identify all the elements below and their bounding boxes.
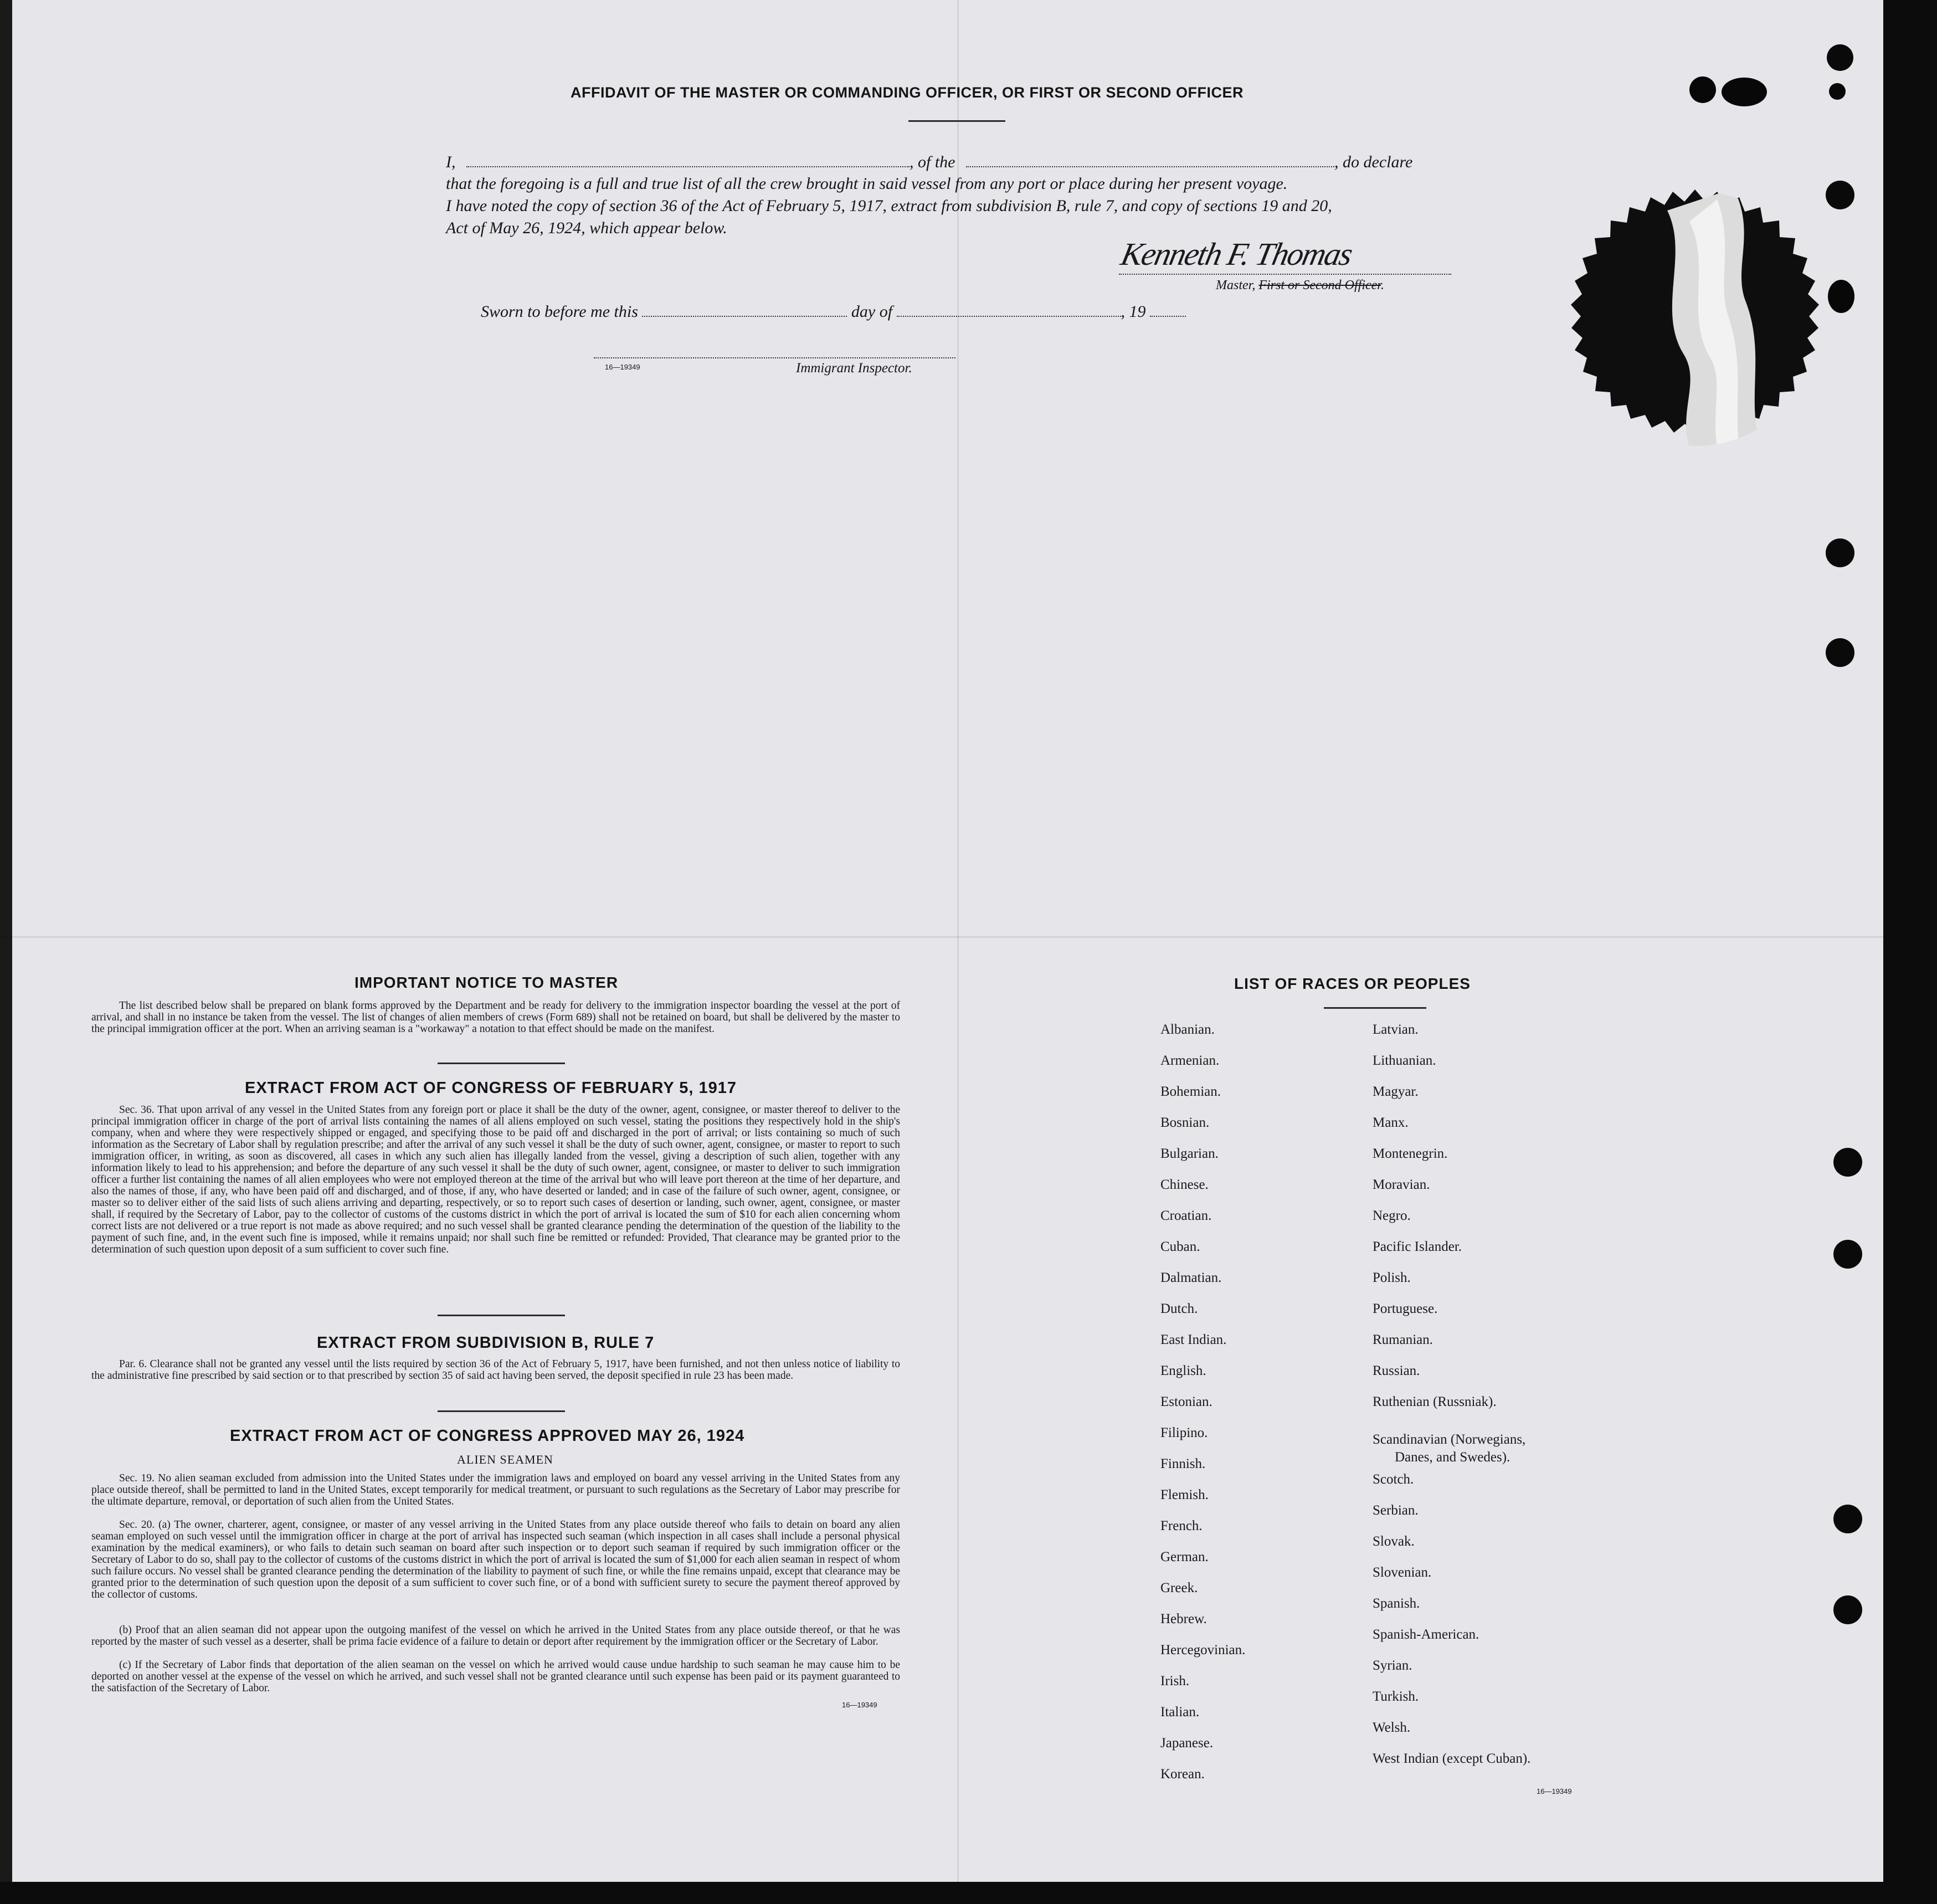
affidavit-of-the: , of the xyxy=(910,153,955,171)
race-item: Korean. xyxy=(1160,1767,1205,1782)
races-form-number: 16—19349 xyxy=(1537,1787,1572,1795)
race-item: Albanian. xyxy=(1160,1022,1215,1037)
sworn-month-blank xyxy=(897,306,1121,317)
race-item: Serbian. xyxy=(1373,1503,1419,1518)
extract-1917-rule xyxy=(438,1315,565,1316)
alien-seamen-subheading: ALIEN SEAMEN xyxy=(457,1453,553,1466)
race-item: Croatian. xyxy=(1160,1208,1212,1223)
race-item: Danes, and Swedes). xyxy=(1395,1450,1510,1465)
race-item: Armenian. xyxy=(1160,1053,1220,1068)
extract-1917-heading: EXTRACT FROM ACT OF CONGRESS OF FEBRUARY 5, 1917 xyxy=(245,1079,737,1097)
extract-1924-heading: EXTRACT FROM ACT OF CONGRESS APPROVED MAY 26, 1924 xyxy=(230,1427,745,1445)
sworn-prefix: Sworn to before me this xyxy=(481,302,638,321)
race-item: Scotch. xyxy=(1373,1472,1414,1487)
punch-hole xyxy=(1833,1505,1862,1533)
punch-hole xyxy=(1826,181,1854,209)
notice-text: The list described below shall be prepared on blank forms approved by the Department and be ready for delivery to the immigration inspector boarding the vessel at the port of arrival, and shall in no instance be taken from the vessel. The list of changes of alien members of crews (Form 689) shall not be retained on board, but shall be delivered by the master to the principal immigration officer at the port. When an arriving seaman is a "workaway" a notation to that effect should be made on the manifest. xyxy=(91,1000,900,1035)
race-item: French. xyxy=(1160,1518,1203,1533)
affidavit-declare: , do declare xyxy=(1334,153,1413,171)
race-item: Rumanian. xyxy=(1373,1332,1434,1347)
extract-form-number: 16—19349 xyxy=(842,1701,877,1709)
race-item: Flemish. xyxy=(1160,1487,1209,1502)
ink-blot xyxy=(1689,76,1716,103)
race-item: Spanish. xyxy=(1373,1596,1420,1611)
master-title xyxy=(1216,278,1384,293)
vessel-blank xyxy=(966,156,1334,167)
race-item: Spanish-American. xyxy=(1373,1627,1479,1642)
punch-hole xyxy=(1826,538,1854,567)
race-item: Hercegovinian. xyxy=(1160,1643,1246,1657)
scan-border-right xyxy=(1883,0,1937,1904)
fold-crease-horizontal xyxy=(0,936,1937,938)
race-item: Greek. xyxy=(1160,1580,1198,1595)
race-item: Scandinavian (Norwegians, xyxy=(1373,1432,1526,1447)
race-item: Bosnian. xyxy=(1160,1115,1210,1130)
affidavit-heading-rule xyxy=(908,120,1005,122)
race-item: Slovak. xyxy=(1373,1534,1415,1549)
race-item: Polish. xyxy=(1373,1270,1411,1285)
race-item: Moravian. xyxy=(1373,1177,1430,1192)
sec20a-text: Sec. 20. (a) The owner, charterer, agent, consignee, or master of any vessel arriving in the United States from any place outside thereof who fails to detain on board any alien seaman employed on such vessel until the immigration officer in charge at the port of arrival has inspected such seaman (which inspection in all cases shall include a personal physical examination by the medical examiners), or who fails to detain such seaman on board after such inspection or to deport such seaman if required by such immigration officer or the Secretary of Labor to do so, shall pay to the collector of customs of the customs district in which the port of arrival is located the sum of $1,000 for each alien seaman in respect of whom such failure occurs. No vessel shall be granted clearance pending the determination of the liability to payment of such fine, or while the fine remains unpaid, except that clearance may be granted prior to the determination of such question upon the deposit of a sum sufficient to cover such fine, or of a bond with sufficient surety to secure the payment thereof approved by the collector of customs. xyxy=(91,1519,900,1600)
affidavit-line-4: Act of May 26, 1924, which appear below. xyxy=(446,219,727,237)
sworn-day-label: day of xyxy=(851,302,893,321)
race-item: Estonian. xyxy=(1160,1394,1212,1409)
race-item: Hebrew. xyxy=(1160,1612,1207,1626)
race-item: Finnish. xyxy=(1160,1456,1206,1471)
extract-1917-text: Sec. 36. That upon arrival of any vessel in the United States from any foreign port or place it shall be the duty of the owner, agent, consignee, or master thereof to deliver to the principal immigration officer in charge of the port of arrival lists containing the names of all aliens employed on such vessel, stating the positions they respectively hold in the ship's company, when and where they were respectively shipped or engaged, and specifying those to be paid off and discharged in the port of arrival; or lists containing so much of such information as the Secretary of Labor shall by regulation prescribe; and after the arrival of any such vessel it shall be the duty of such owner, agent, consignee, or master to report to such immigration officer, in writing, as soon as discovered, all cases in which any such alien has illegally landed from the vessel, giving a description of such alien, together with any information likely to lead to his apprehension; and before the departure of any such vessel it shall be the duty of such owner, agent, consignee, or master to deliver to such immigration officer a further list containing the names of all alien employees who were not employed thereon at the time of the arrival but who will leave port thereon at the time of her departure, and also the names of those, if any, who have been paid off and discharged, and of those, if any, who have deserted or landed; and in case of the failure of such owner, agent, consignee, or master so to deliver either of the said lists of such aliens arriving and departing, respectively, or so to report such cases of desertion or landing, such owner, agent, consignee, or master shall, if required by the Secretary of Labor, pay to the collector of customs of the customs district in which the port of arrival is located the sum of $10 for each alien concerning whom correct lists are not delivered or a true report is not made as above required; and no such vessel shall be granted clearance pending the determination of the question of the liability to the payment of such fine, and, in the event such fine is imposed, while it remains unpaid; nor shall such fine be remitted or refunded: Provided, That clearance may be granted prior to the determination of such question upon deposit of a sum sufficient to cover such fine. xyxy=(91,1104,900,1255)
affidavit-heading: AFFIDAVIT OF THE MASTER OR COMMANDING OFFICER, OR FIRST OR SECOND OFFICER xyxy=(571,84,1244,101)
race-item: Montenegrin. xyxy=(1373,1146,1448,1161)
notice-rule xyxy=(438,1063,565,1064)
race-item: Cuban. xyxy=(1160,1239,1200,1254)
master-signature: Kenneth F. Thomas xyxy=(1118,236,1355,272)
race-item: Dutch. xyxy=(1160,1301,1198,1316)
race-item: Pacific Islander. xyxy=(1373,1239,1462,1254)
name-blank xyxy=(466,156,910,167)
ink-blot xyxy=(1829,83,1846,100)
struck-officer-label: First or Second Officer xyxy=(1258,278,1381,292)
race-item: Chinese. xyxy=(1160,1177,1209,1192)
scan-border-bottom xyxy=(0,1882,1937,1904)
extract-rule7-heading: EXTRACT FROM SUBDIVISION B, RULE 7 xyxy=(317,1334,655,1352)
master-label: Master, xyxy=(1216,278,1256,292)
affidavit-line-2: that the foregoing is a full and true list of all the crew brought in said vessel from any port or place during her present voyage. xyxy=(446,175,1288,193)
race-item: Latvian. xyxy=(1373,1022,1419,1037)
punch-hole xyxy=(1833,1240,1862,1269)
affidavit-form-number: 16—19349 xyxy=(605,363,640,371)
notice-heading: IMPORTANT NOTICE TO MASTER xyxy=(354,974,619,991)
race-item: German. xyxy=(1160,1549,1209,1564)
race-item: English. xyxy=(1160,1363,1206,1378)
signature-line xyxy=(1119,273,1451,275)
sec20b-text: (b) Proof that an alien seaman did not appear upon the outgoing manifest of the vessel on which he arrived in the United States from any place outside thereof, or that he was reported by the master of such vessel as a deserter, shall be prima facie evidence of a failure to detain or deport after requirement by the immigration officer or the Secretary of Labor. xyxy=(91,1624,900,1648)
race-item: Dalmatian. xyxy=(1160,1270,1222,1285)
affidavit-line-1 xyxy=(446,153,1473,172)
race-item: Russian. xyxy=(1373,1363,1420,1378)
race-item: Japanese. xyxy=(1160,1736,1214,1751)
punch-hole xyxy=(1833,1148,1862,1177)
master-end: . xyxy=(1380,278,1384,292)
inspector-signature-line xyxy=(594,357,955,358)
ink-blot xyxy=(1722,78,1767,106)
race-item: Filipino. xyxy=(1160,1425,1208,1440)
inspector-label: Immigrant Inspector. xyxy=(796,361,912,376)
races-heading: LIST OF RACES OR PEOPLES xyxy=(1234,975,1471,992)
punch-hole xyxy=(1826,638,1854,667)
race-item: Bohemian. xyxy=(1160,1084,1221,1099)
punch-hole xyxy=(1833,1595,1862,1624)
race-item: Italian. xyxy=(1160,1705,1200,1720)
sec20c-text: (c) If the Secretary of Labor finds that deportation of the alien seaman on the vessel on which he arrived would cause undue hardship to such seaman he may cause him to be deported on another vessel at the expense of the vessel on which he arrived, and such vessel shall not be granted clearance until such expense has been paid or its payment guaranteed to the satisfaction of the Secretary of Labor. xyxy=(91,1659,900,1694)
race-item: Slovenian. xyxy=(1373,1565,1432,1580)
fold-crease-vertical xyxy=(957,0,959,1904)
affidavit-line-3: I have noted the copy of section 36 of the Act of February 5, 1917, extract from subdivision B, rule 7, and copy of sections 19 and 20, xyxy=(446,197,1332,215)
sworn-year-blank xyxy=(1150,306,1186,317)
race-item: Turkish. xyxy=(1373,1689,1419,1704)
race-item: Welsh. xyxy=(1373,1720,1411,1735)
races-heading-rule xyxy=(1324,1007,1426,1009)
affidavit-i: I, xyxy=(446,153,456,171)
race-item: West Indian (except Cuban). xyxy=(1373,1751,1531,1766)
extract-rule7-text: Par. 6. Clearance shall not be granted any vessel until the lists required by section 36 of the Act of February 5, 1917, have been furnished, and not then unless notice of liability to the administrative fine prescribed by said section or to that prescribed by section 35 of said act having been served, the deposit specified in rule 23 has been made. xyxy=(91,1358,900,1382)
race-item: Negro. xyxy=(1373,1208,1411,1223)
sworn-year-label: , 19 xyxy=(1121,302,1146,321)
race-item: Portuguese. xyxy=(1373,1301,1438,1316)
race-item: Bulgarian. xyxy=(1160,1146,1219,1161)
punch-hole xyxy=(1827,44,1853,71)
extract-rule7-rule xyxy=(438,1410,565,1412)
race-item: Manx. xyxy=(1373,1115,1409,1130)
race-item: Magyar. xyxy=(1373,1084,1419,1099)
notary-seal xyxy=(1551,188,1839,449)
ink-blot xyxy=(1828,280,1854,313)
race-item: Syrian. xyxy=(1373,1658,1412,1673)
scan-border-left xyxy=(0,0,12,1904)
sworn-day-blank xyxy=(642,306,847,317)
race-item: Irish. xyxy=(1160,1674,1190,1689)
race-item: East Indian. xyxy=(1160,1332,1227,1347)
race-item: Ruthenian (Russniak). xyxy=(1373,1394,1497,1409)
sec19-text: Sec. 19. No alien seaman excluded from admission into the United States under the immigration laws and employed on board any vessel arriving in the United States from any place outside thereof, shall be permitted to land in the United States, except temporarily for medical treatment, or pursuant to such regulations as the Secretary of Labor may prescribe for the ultimate departure, removal, or deportation of such alien from the United States. xyxy=(91,1472,900,1507)
race-item: Lithuanian. xyxy=(1373,1053,1436,1068)
sworn-line xyxy=(481,302,1186,321)
